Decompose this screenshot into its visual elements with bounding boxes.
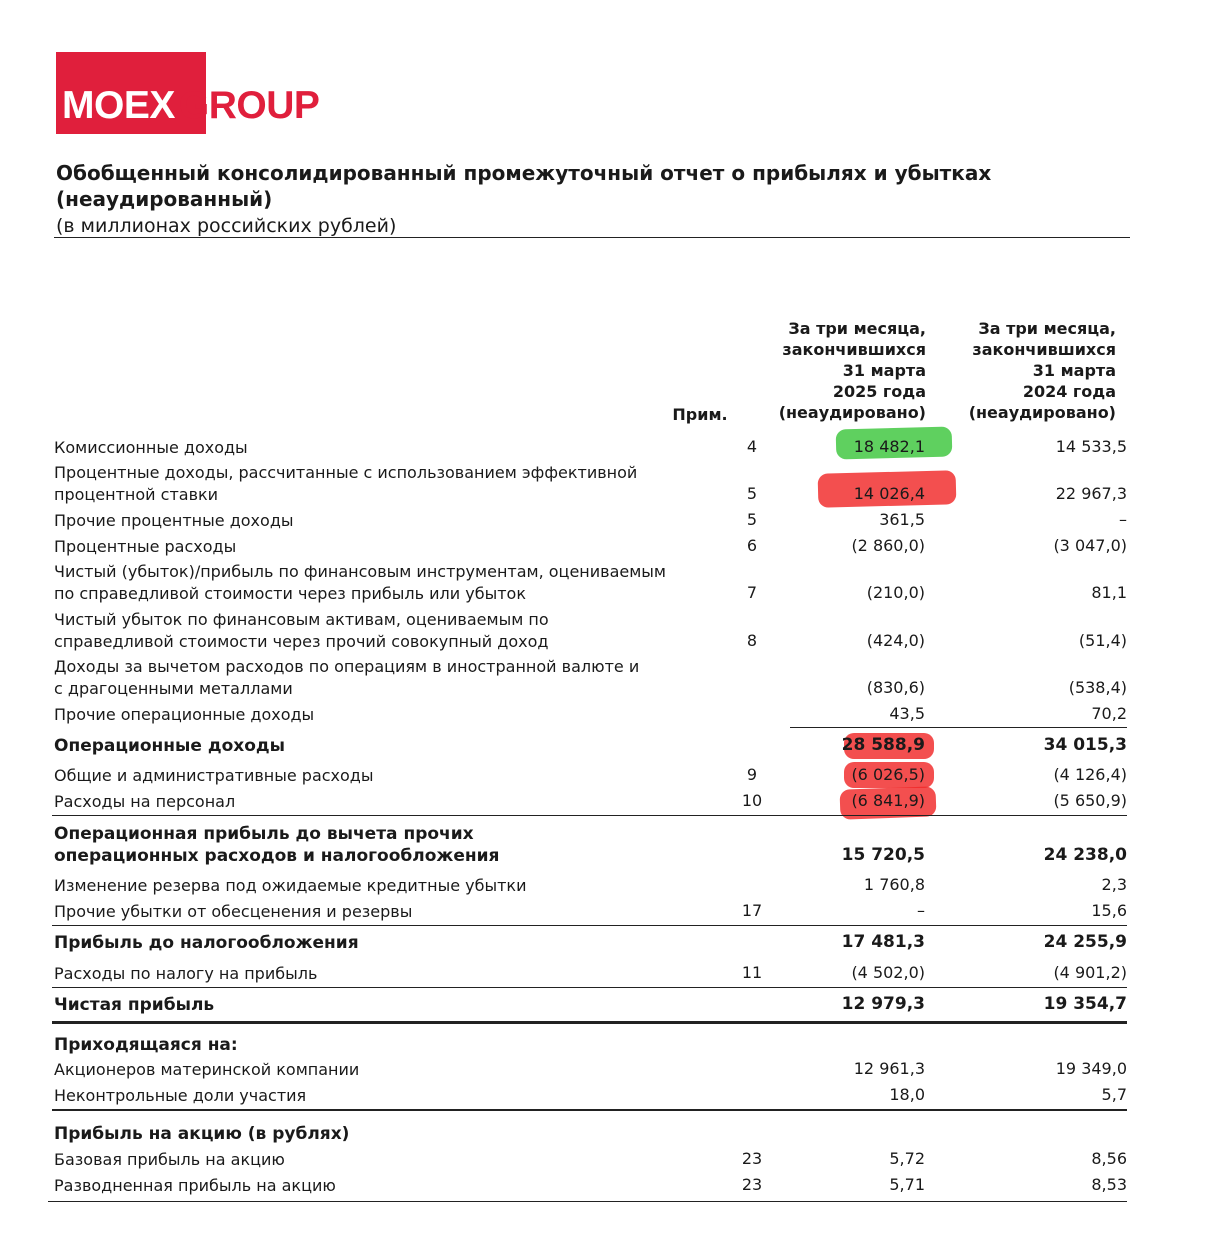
value-2025: 17 481,3 <box>841 932 925 952</box>
value-2025: (210,0) <box>866 583 925 602</box>
value-2024: 5,7 <box>1101 1085 1127 1104</box>
value-2024: (51,4) <box>1078 631 1127 650</box>
report-title: Обобщенный консолидированный промежуточный отчет о прибылях и убытках (неаудированный) <box>56 161 992 211</box>
row-label: Операционные доходы <box>54 736 286 756</box>
logo-group: GROUP <box>178 84 320 127</box>
value-2024: 22 967,3 <box>1055 484 1127 503</box>
value-2025: 12 961,3 <box>853 1059 925 1078</box>
row-label: Прибыль на акцию (в рублях) <box>54 1124 350 1144</box>
row-label: Процентные доходы, рассчитанные с использованием эффективной процентной ставки <box>54 463 638 504</box>
value-2024: 19 349,0 <box>1055 1059 1127 1078</box>
double-rule-top <box>52 1021 1127 1024</box>
value-2025: (4 502,0) <box>851 963 925 982</box>
value-2025: (424,0) <box>866 631 925 650</box>
value-2024: 14 533,5 <box>1055 437 1127 456</box>
value-2024: 81,1 <box>1091 583 1127 602</box>
value-2025: 14 026,4 <box>853 484 925 503</box>
value-2025: 43,5 <box>889 704 925 723</box>
value-2025: 18,0 <box>889 1085 925 1104</box>
row-label: Чистая прибыль <box>54 995 215 1015</box>
value-2025: (6 026,5) <box>851 765 925 784</box>
value-2024: 2,3 <box>1101 875 1127 894</box>
row-note: 5 <box>746 484 758 503</box>
column-header-note: Прим. <box>672 405 728 424</box>
value-2024: (5 650,9) <box>1053 791 1127 810</box>
value-2024: (4 901,2) <box>1053 963 1127 982</box>
moex-group-logo <box>56 52 386 134</box>
row-label: Неконтрольные доли участия <box>54 1086 307 1105</box>
row-note: 23 <box>741 1175 763 1194</box>
row-note: 17 <box>741 901 763 920</box>
row-label: Чистый (убыток)/прибыль по финансовым инструментам, оцениваемым по справедливой стоимости через прибыль или убыток <box>54 562 666 603</box>
value-2025: 15 720,5 <box>841 845 925 865</box>
value-2025: 18 482,1 <box>853 437 925 456</box>
row-label: Чистый убыток по финансовым активам, оцениваемым по справедливой стоимости через прочий совокупный доход <box>54 610 549 651</box>
value-2024: 34 015,3 <box>1043 735 1127 755</box>
value-2025: 361,5 <box>879 510 925 529</box>
row-label: Разводненная прибыль на акцию <box>54 1176 336 1195</box>
logo-moex: MOEX <box>62 84 175 127</box>
row-label: Изменение резерва под ожидаемые кредитные убытки <box>54 876 527 895</box>
value-2024: 8,56 <box>1091 1149 1127 1168</box>
value-2025: (2 860,0) <box>851 536 925 555</box>
logo-text <box>62 86 319 125</box>
value-2025: (6 841,9) <box>851 791 925 810</box>
row-rule <box>52 1109 1127 1111</box>
row-label: Акционеров материнской компании <box>54 1060 360 1079</box>
row-note: 10 <box>741 791 763 810</box>
row-note: 11 <box>741 963 763 982</box>
row-label: Прибыль до налогообложения <box>54 933 359 953</box>
value-2024: 19 354,7 <box>1043 994 1127 1014</box>
value-2024: (538,4) <box>1068 678 1127 697</box>
column-header-2025: За три месяца, закончившихся 31 марта 2025 года (неаудировано) <box>778 319 926 422</box>
value-2025: 1 760,8 <box>863 875 925 894</box>
value-2024: 8,53 <box>1091 1175 1127 1194</box>
row-label: Базовая прибыль на акцию <box>54 1150 285 1169</box>
row-note: 9 <box>746 765 758 784</box>
row-label: Общие и административные расходы <box>54 766 374 785</box>
row-note: 4 <box>746 437 758 456</box>
column-header-2024: За три месяца, закончившихся 31 марта 2024 года (неаудировано) <box>968 319 1116 422</box>
value-2025: 5,72 <box>889 1149 925 1168</box>
row-rule <box>790 727 1127 728</box>
value-2025: 28 588,9 <box>841 735 925 755</box>
row-label: Доходы за вычетом расходов по операциям в иностранной валюте и с драгоценными металлами <box>54 657 640 698</box>
value-2025: 12 979,3 <box>841 994 925 1014</box>
row-label: Операционная прибыль до вычета прочих операционных расходов и налогообложения <box>54 824 500 866</box>
row-label: Комиссионные доходы <box>54 438 248 457</box>
row-note: 7 <box>746 583 758 602</box>
row-note: 5 <box>746 510 758 529</box>
row-rule <box>52 815 1127 816</box>
row-label: Расходы по налогу на прибыль <box>54 964 318 983</box>
row-note: 8 <box>746 631 758 650</box>
row-note: 6 <box>746 536 758 555</box>
title-rule <box>54 237 1130 238</box>
value-2025: – <box>917 901 925 920</box>
bottom-rule <box>48 1201 1127 1202</box>
row-rule <box>52 925 1127 926</box>
report-subtitle: (в миллионах российских рублей) <box>56 215 397 237</box>
value-2025: (830,6) <box>866 678 925 697</box>
row-label: Приходящаяся на: <box>54 1035 238 1055</box>
row-label: Прочие операционные доходы <box>54 705 315 724</box>
value-2024: 24 238,0 <box>1043 845 1127 865</box>
value-2024: (4 126,4) <box>1053 765 1127 784</box>
value-2024: (3 047,0) <box>1053 536 1127 555</box>
value-2024: 24 255,9 <box>1043 932 1127 952</box>
row-rule <box>52 987 1127 988</box>
row-label: Процентные расходы <box>54 537 237 556</box>
value-2025: 5,71 <box>889 1175 925 1194</box>
row-label: Прочие убытки от обесценения и резервы <box>54 902 413 921</box>
row-label: Прочие процентные доходы <box>54 511 294 530</box>
value-2024: 15,6 <box>1091 901 1127 920</box>
value-2024: – <box>1119 510 1127 529</box>
value-2024: 70,2 <box>1091 704 1127 723</box>
row-note: 23 <box>741 1149 763 1168</box>
row-label: Расходы на персонал <box>54 792 236 811</box>
